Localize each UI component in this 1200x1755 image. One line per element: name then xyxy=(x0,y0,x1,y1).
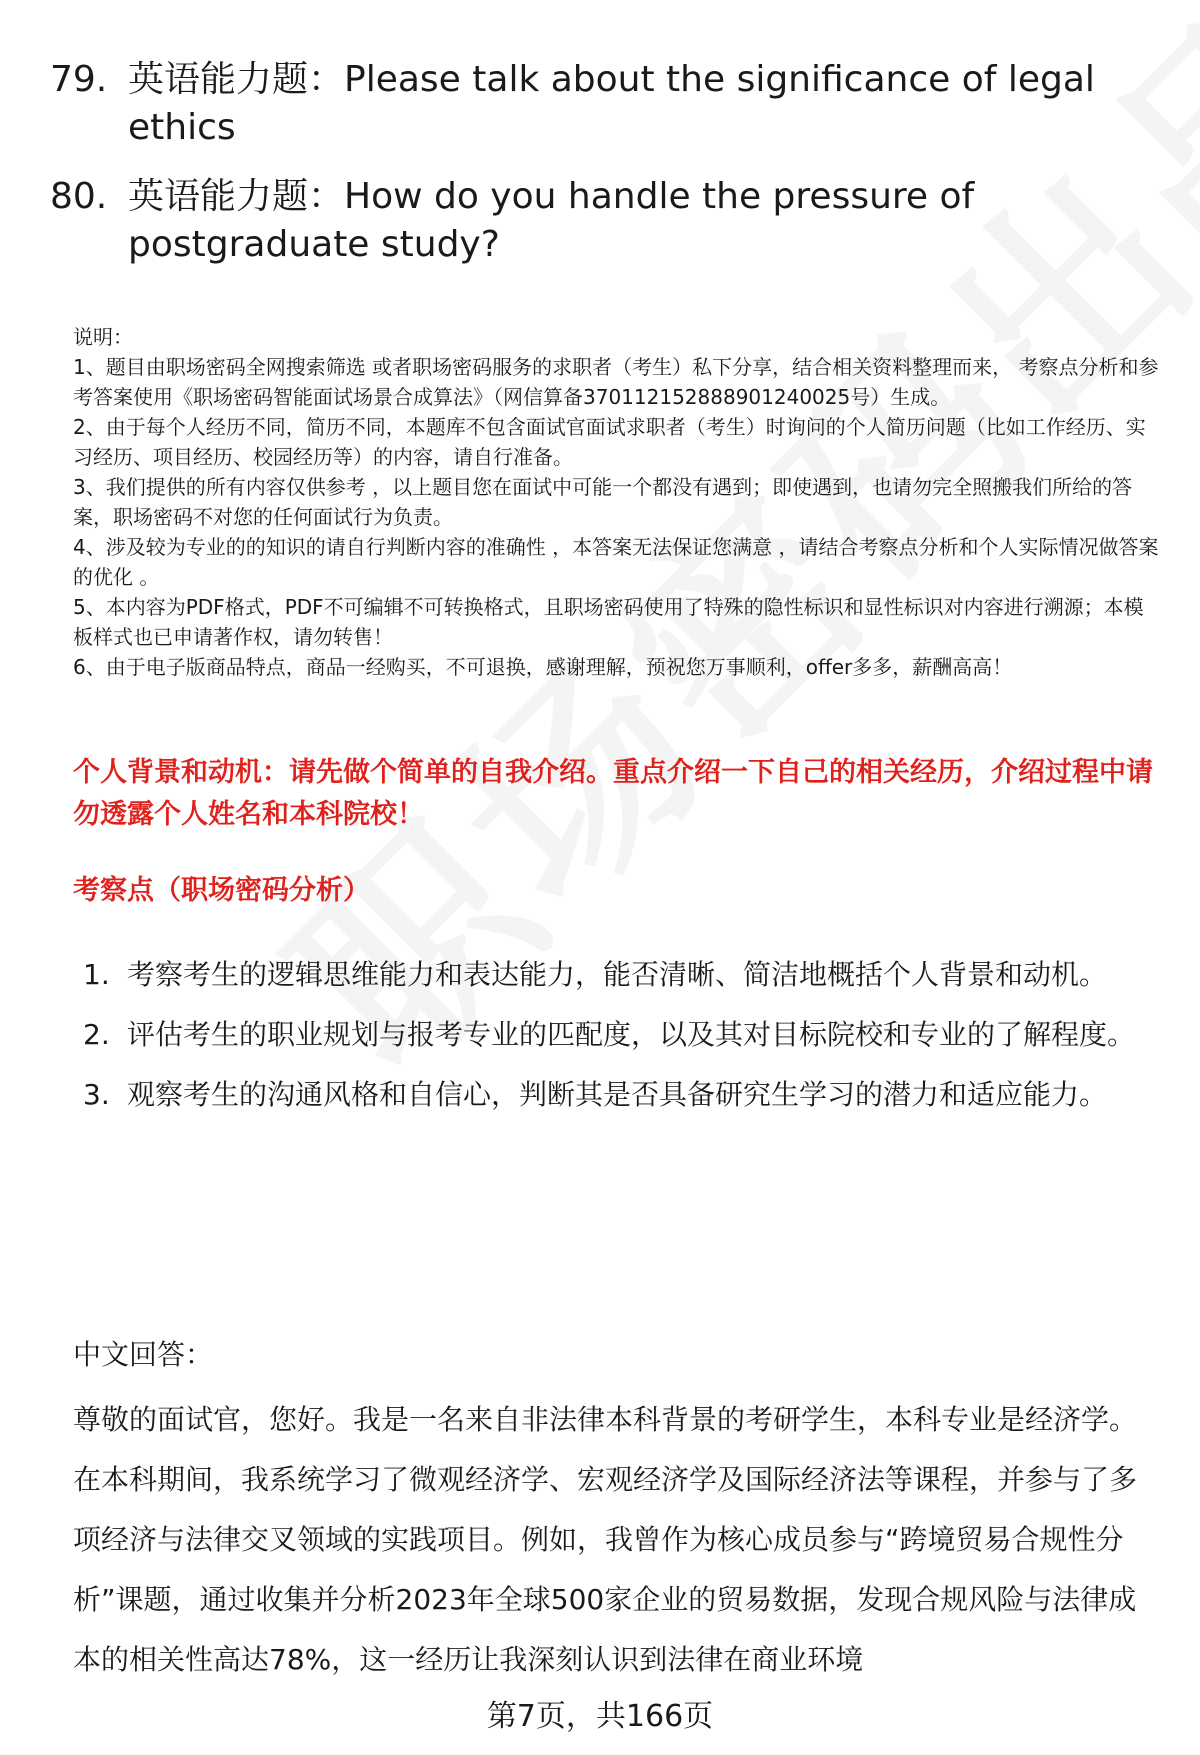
list-text: 观察考生的沟通风格和自信心，判断其是否具备研究生学习的潜力和适应能力。 xyxy=(127,1078,1108,1111)
note-item: 4、涉及较为专业的的知识的请自行判断内容的准确性 ，本答案无法保证您满意 ，请结合考察点分析和个人实际情况做答案的优化 。 xyxy=(73,535,1159,589)
list-item xyxy=(83,1065,1143,1125)
list-text: 考察考生的逻辑思维能力和表达能力，能否清晰、简洁地概括个人背景和动机。 xyxy=(127,958,1108,991)
list-number: 2. xyxy=(83,1018,110,1051)
list-text: 评估考生的职业规划与报考专业的匹配度，以及其对目标院校和专业的了解程度。 xyxy=(127,1018,1136,1051)
note-item: 1、题目由职场密码全网搜索筛选 或者职场密码服务的求职者（考生）私下分享，结合相关资料整理而来， 考察点分析和参考答案使用《职场密码智能面试场景合成算法》（网信算备370112152888901240025号）生成。 xyxy=(73,355,1159,409)
analysis-heading: 考察点（职场密码分析） xyxy=(73,875,370,906)
note-item: 6、由于电子版商品特点，商品一经购买，不可退换，感谢理解，预祝您万事顺利，offer多多，薪酬高高！ xyxy=(73,655,1013,679)
analysis-points xyxy=(83,945,1143,1125)
list-number: 1. xyxy=(83,958,110,991)
question-number: 79. xyxy=(50,59,108,100)
page-footer: 第7页，共166页 xyxy=(486,1699,714,1734)
list-number: 3. xyxy=(83,1078,110,1111)
note-item: 2、由于每个人经历不同，简历不同，本题库不包含面试官面试求职者（考生）时询问的个人简历问题（比如工作经历、实习经历、项目经历、校园经历等）的内容，请自行准备。 xyxy=(73,415,1146,469)
list-item xyxy=(83,1005,1143,1065)
answer-text: 尊敬的面试官，您好。我是一名来自非法律本科背景的考研学生，本科专业是经济学。在本科期间，我系统学习了微观经济学、宏观经济学及国际经济法等课程，并参与了多项经济与法律交叉领域的实践项目。例如，我曾作为核心成员参与“跨境贸易合规性分析”课题，通过收集并分析2023年全球500家企业的贸易数据，发现合规风险与法律成本的相关性高达78%，这一经历让我深刻认识到法律在商业环境 xyxy=(73,1403,1138,1676)
note-item: 3、我们提供的所有内容仅供参考 ，以上题目您在面试中可能一个都没有遇到；即使遇到，也请勿完全照搬我们所给的答案，职场密码不对您的任何面试行为负责。 xyxy=(73,475,1133,529)
question-80 xyxy=(50,173,1130,269)
note-item: 5、本内容为PDF格式，PDF不可编辑不可转换格式，且职场密码使用了特殊的隐性标识和显性标识对内容进行溯源；本模板样式也已申请著作权，请勿转售！ xyxy=(73,595,1144,649)
answer-label: 中文回答： xyxy=(73,1338,214,1371)
question-text: 英语能力题：How do you handle the pressure of postgraduate study? xyxy=(128,176,975,265)
list-item xyxy=(83,945,1143,1005)
question-79 xyxy=(50,56,1130,152)
notes-title: 说明： xyxy=(73,325,133,349)
section-title: 个人背景和动机：请先做个简单的自我介绍。重点介绍一下自己的相关经历，介绍过程中请勿透露个人姓名和本科院校！ xyxy=(73,757,1153,830)
question-text: 英语能力题：Please talk about the significance of legal ethics xyxy=(128,59,1095,148)
disclaimer-notes xyxy=(73,322,1163,682)
question-number: 80. xyxy=(50,176,108,217)
